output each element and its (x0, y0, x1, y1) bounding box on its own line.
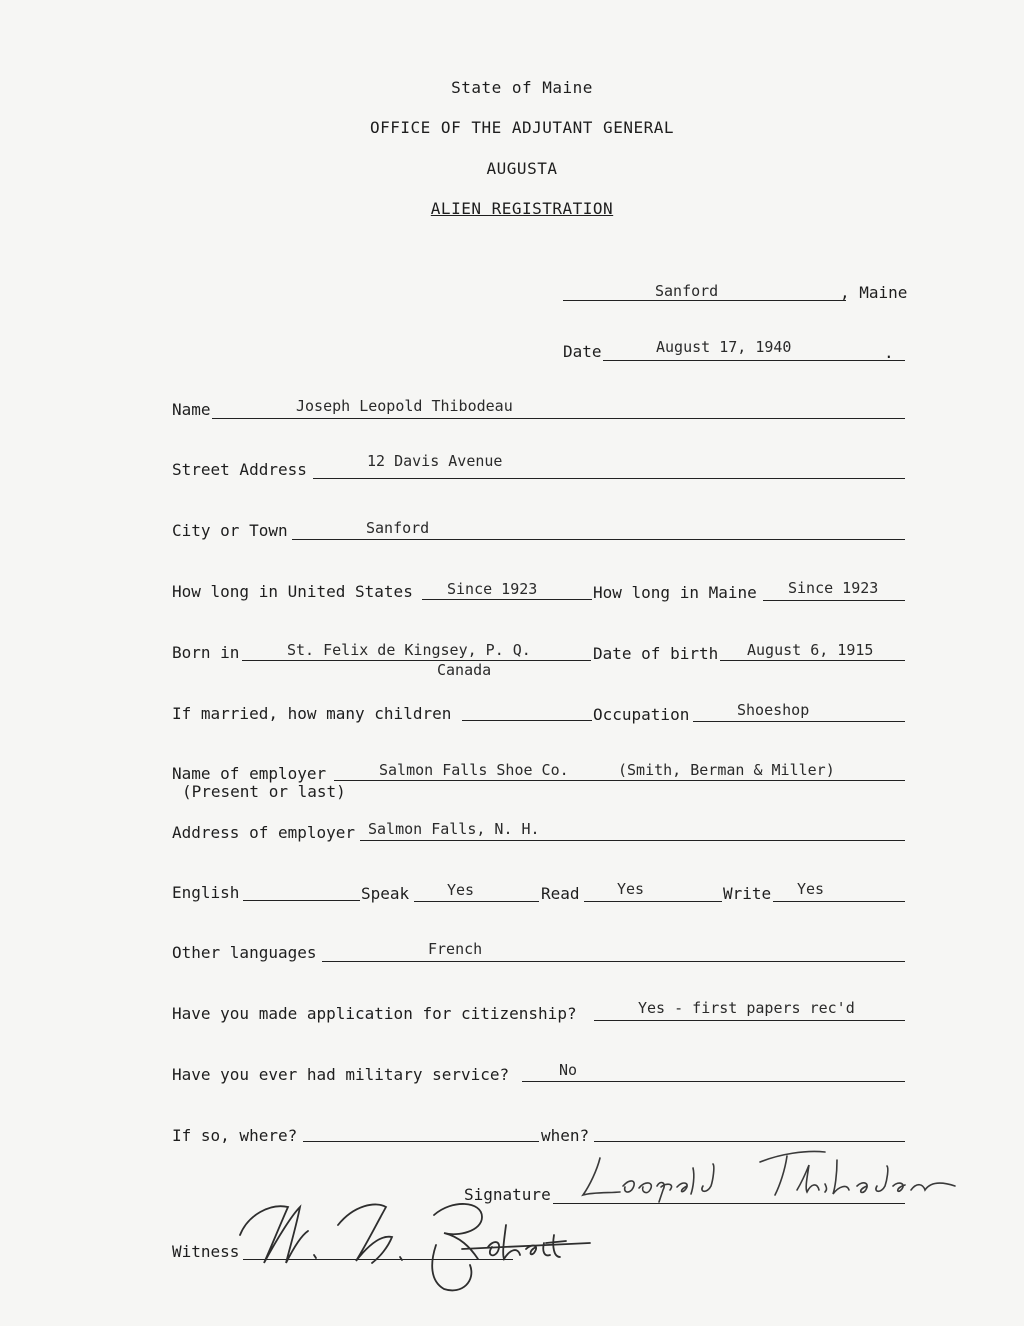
occupation-label: Occupation (593, 705, 690, 724)
header-city: AUGUSTA (486, 159, 558, 178)
dob-value: August 6, 1915 (747, 641, 874, 659)
born-value: St. Felix de Kingsey, P. Q. (287, 641, 531, 659)
city-value: Sanford (366, 519, 430, 537)
us-time-value: Since 1923 (447, 580, 538, 598)
children-line (462, 720, 592, 721)
born-line (242, 660, 591, 661)
header-state: State of Maine (451, 78, 593, 97)
speak-label: Speak (361, 884, 410, 903)
date-line (603, 360, 905, 361)
write-label: Write (723, 884, 772, 903)
children-label: If married, how many children (172, 704, 452, 723)
maine-time-value: Since 1923 (788, 579, 879, 597)
dob-line (720, 660, 905, 661)
speak-value: Yes (447, 881, 475, 899)
date-value: August 17, 1940 (656, 338, 792, 356)
employer-addr-line (360, 840, 905, 841)
other-lang-value: French (428, 940, 483, 958)
employer-value-2: (Smith, Berman & Miller) (618, 761, 835, 779)
date-label: Date (563, 342, 602, 361)
place-town: Sanford (655, 282, 719, 300)
name-label: Name (172, 400, 211, 419)
other-lang-line (322, 961, 905, 962)
where-line (303, 1141, 539, 1142)
other-lang-label: Other languages (172, 943, 317, 962)
city-label: City or Town (172, 521, 288, 540)
employer-line (334, 780, 905, 781)
where-label: If so, where? (172, 1126, 298, 1145)
write-value: Yes (797, 880, 825, 898)
street-line (313, 478, 905, 479)
read-line (584, 901, 722, 902)
read-value: Yes (617, 880, 645, 898)
maine-time-label: How long in Maine (593, 583, 757, 602)
city-line (292, 539, 905, 540)
employer-sublabel: (Present or last) (182, 782, 346, 801)
occupation-value: Shoeshop (737, 701, 810, 719)
born-country: Canada (437, 661, 492, 679)
dob-label: Date of birth (593, 644, 719, 663)
name-value: Joseph Leopold Thibodeau (296, 397, 513, 415)
date-end: . (884, 343, 894, 362)
read-label: Read (541, 884, 580, 903)
header-office: OFFICE OF THE ADJUTANT GENERAL (370, 118, 674, 137)
us-time-line (422, 599, 592, 600)
speak-line (414, 901, 539, 902)
military-value: No (559, 1061, 578, 1079)
born-label: Born in (172, 643, 240, 662)
employer-value: Salmon Falls Shoe Co. (379, 761, 569, 779)
name-line (212, 418, 905, 419)
english-line (243, 900, 360, 901)
citizenship-line (594, 1020, 905, 1021)
occupation-line (693, 721, 905, 722)
write-line (773, 901, 905, 902)
military-line (522, 1081, 905, 1082)
place-suffix: , Maine (840, 283, 908, 302)
street-label: Street Address (172, 460, 307, 479)
us-time-label: How long in United States (172, 582, 413, 601)
employer-addr-label: Address of employer (172, 823, 356, 842)
witness-handwriting (230, 1185, 600, 1295)
form-title: ALIEN REGISTRATION (430, 199, 614, 218)
place-line (563, 300, 846, 301)
employer-label: Name of employer (172, 764, 327, 783)
street-value: 12 Davis Avenue (367, 452, 503, 470)
citizenship-value: Yes - first papers rec'd (638, 999, 855, 1017)
english-label: English (172, 883, 240, 902)
witness-label: Witness (172, 1242, 240, 1261)
maine-time-line (763, 600, 905, 601)
when-label: when? (541, 1126, 590, 1145)
military-label: Have you ever had military service? (172, 1065, 510, 1084)
employer-addr-value: Salmon Falls, N. H. (368, 820, 540, 838)
signature-label: Signature (464, 1185, 551, 1204)
signature-handwriting (575, 1140, 975, 1210)
citizenship-label: Have you made application for citizenship? (172, 1004, 577, 1023)
